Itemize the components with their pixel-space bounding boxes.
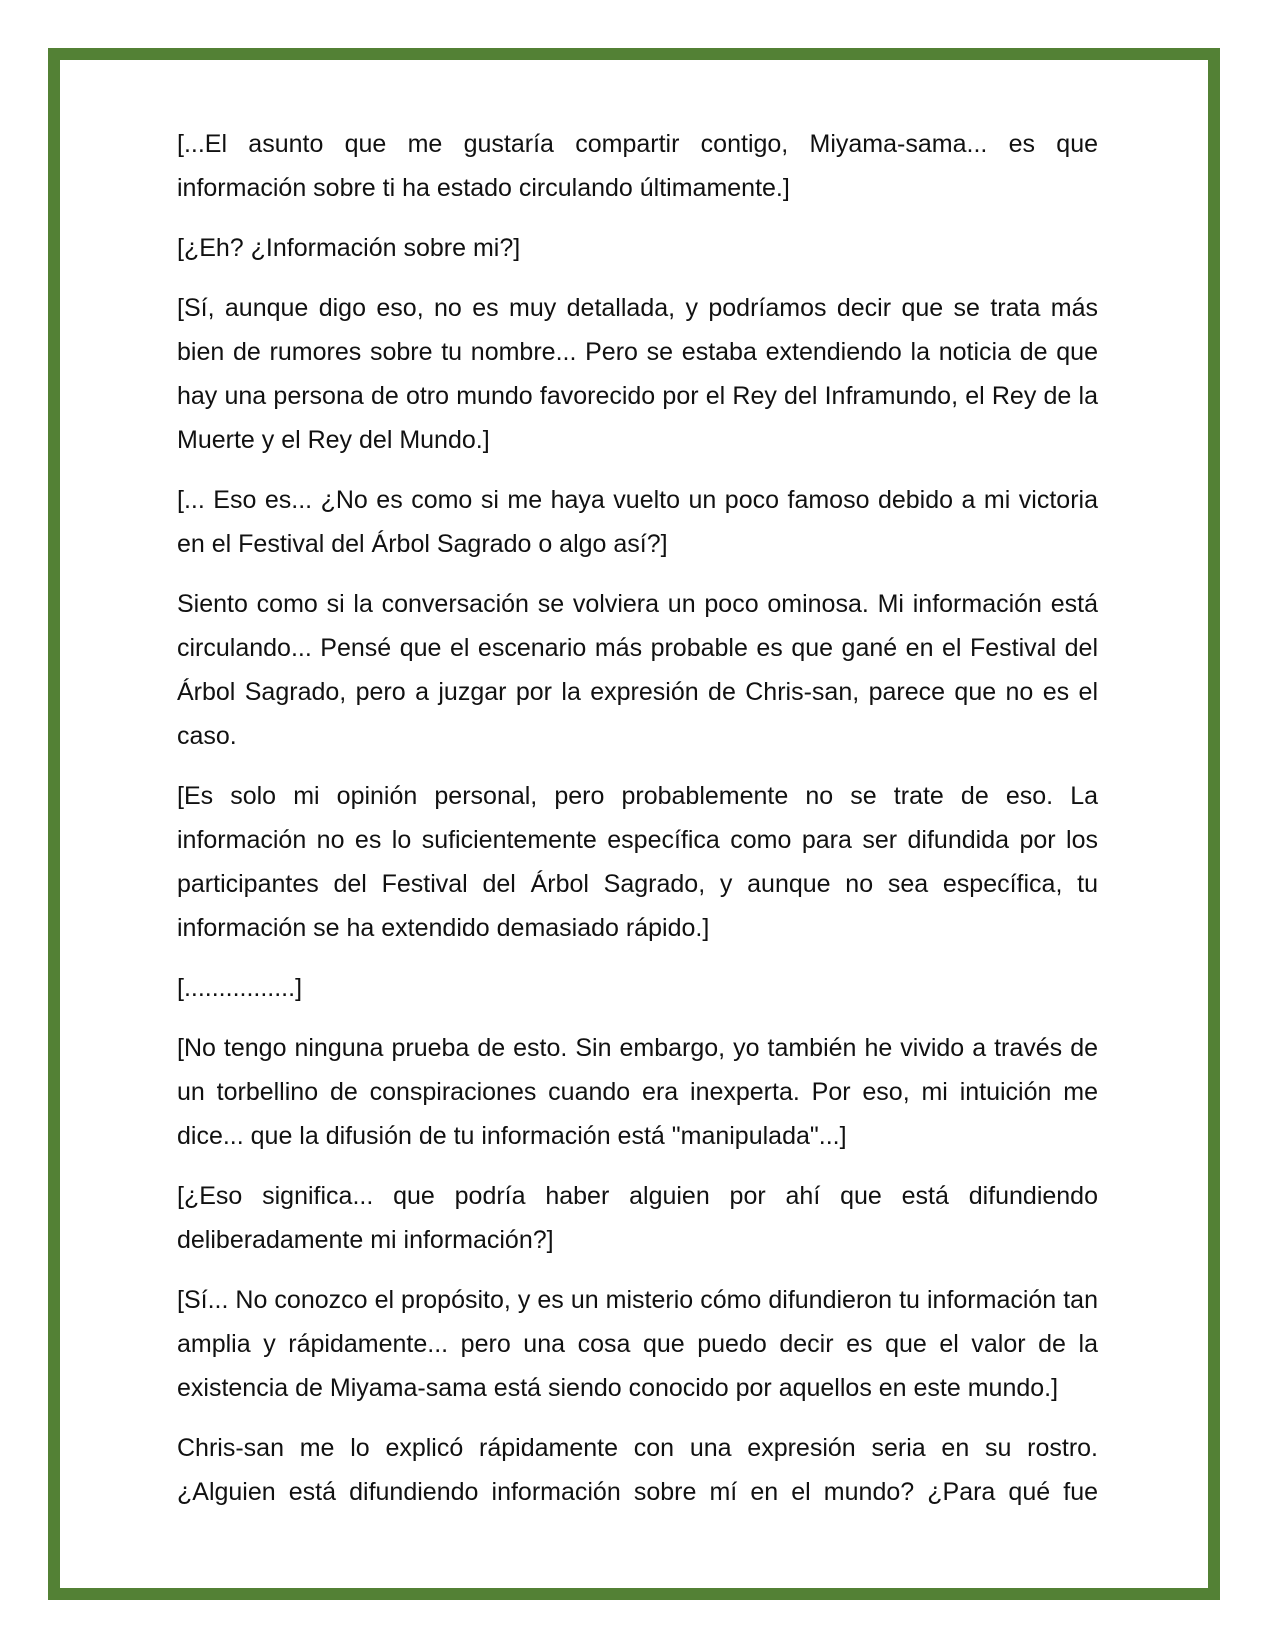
document-body	[177, 122, 1098, 1530]
paragraph: Chris-san me lo explicó rápidamente con una expresión seria en su rostro. ¿Alguien está difundiendo información sobre mí en el mundo? ¿Para qué fue	[177, 1434, 1098, 1506]
paragraph: [Es solo mi opinión personal, pero probablemente no se trate de eso. La información no es lo suficientemente específica como para ser difundida por los participantes del Festival del Árbol Sagrado, y aunque no sea específica, tu información se ha extendido demasiado rápido.]	[177, 782, 1098, 942]
paragraph: [¿Eh? ¿Información sobre mi?]	[177, 234, 521, 262]
paragraph: [................]	[177, 974, 303, 1002]
paragraph: [... Eso es... ¿No es como si me haya vuelto un poco famoso debido a mi victoria en el Festival del Árbol Sagrado o algo así?]	[177, 486, 1098, 558]
paragraph: [No tengo ninguna prueba de esto. Sin embargo, yo también he vivido a través de un torbellino de conspiraciones cuando era inexperta. Por eso, mi intuición me dice... que la difusión de tu información está "manipulada"...]	[177, 1034, 1098, 1150]
paragraph: [¿Eso significa... que podría haber alguien por ahí que está difundiendo deliberadamente mi información?]	[177, 1182, 1098, 1254]
paragraph: [Sí... No conozco el propósito, y es un misterio cómo difundieron tu información tan amplia y rápidamente... pero una cosa que puedo decir es que el valor de la existencia de Miyama-sama está siendo conocido por aquellos en este mundo.]	[177, 1286, 1098, 1402]
paragraph: [Sí, aunque digo eso, no es muy detallada, y podríamos decir que se trata más bien de rumores sobre tu nombre... Pero se estaba extendiendo la noticia de que hay una persona de otro mundo favorecido por el Rey del Inframundo, el Rey de la Muerte y el Rey del Mundo.]	[177, 294, 1098, 454]
paragraph: Siento como si la conversación se volviera un poco ominosa. Mi información está circulando... Pensé que el escenario más probable es que gané en el Festival del Árbol Sagrado, pero a juzgar por la expresión de Chris-san, parece que no es el caso.	[177, 590, 1098, 750]
paragraph: [...El asunto que me gustaría compartir contigo, Miyama-sama... es que información sobre ti ha estado circulando últimamente.]	[177, 130, 1098, 202]
